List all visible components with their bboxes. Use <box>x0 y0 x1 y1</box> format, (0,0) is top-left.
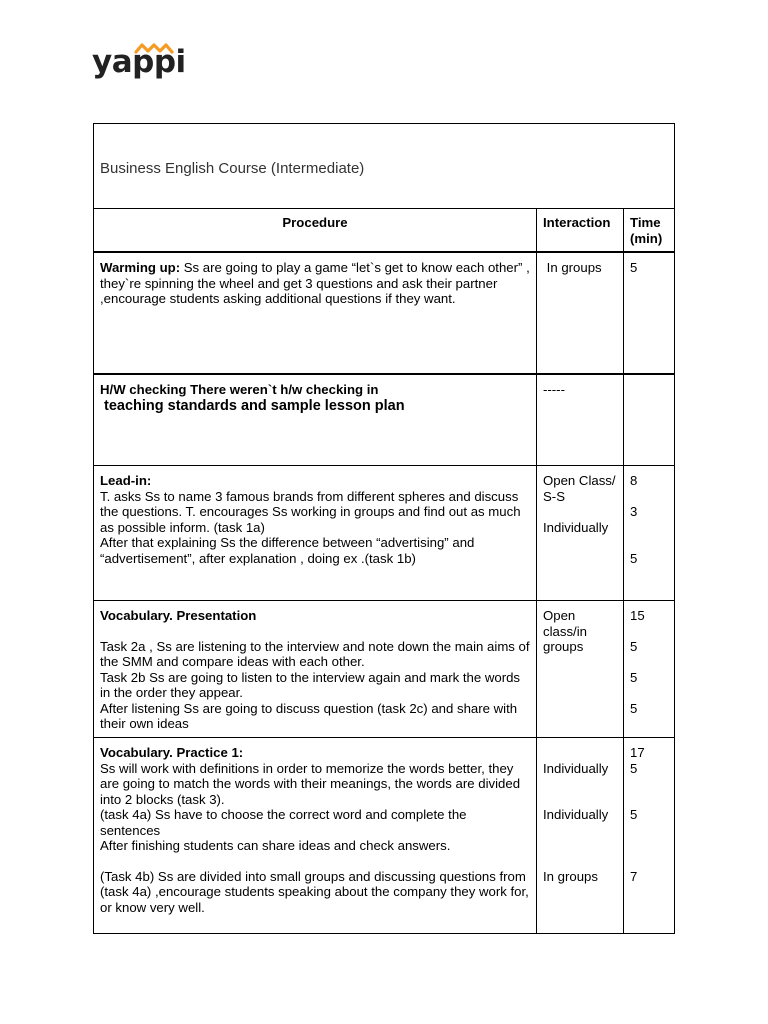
time-cell <box>624 601 675 738</box>
header-procedure: Procedure <box>94 209 537 253</box>
row-subtitle: teaching standards and sample lesson plan <box>104 397 405 414</box>
header-row <box>94 209 675 253</box>
row-line: (task 4a) Ss have to choose the correct word and complete the sentences <box>100 807 467 838</box>
time-value: 7 <box>630 869 638 884</box>
row-line: After that explaining Ss the difference between “advertising” and “advertisement”, after explanation , doing ex .(task 1b) <box>100 535 475 566</box>
time-cell <box>624 374 675 466</box>
time-value: 3 <box>630 504 638 519</box>
interaction-value: S-S <box>543 488 565 504</box>
time-value: 5 <box>630 701 638 716</box>
time-value: 5 <box>630 550 638 566</box>
time-value: 5 <box>630 670 638 685</box>
time-cell <box>624 466 675 601</box>
interaction-value: Individually <box>543 519 609 535</box>
procedure-cell <box>94 252 537 374</box>
time-value: 5 <box>630 760 638 776</box>
row-line: T. asks Ss to name 3 famous brands from different spheres and discuss the questions. T. encourages Ss working in groups and find out as much as possible inform. (task 1a) <box>100 488 521 535</box>
header-interaction: Interaction <box>537 209 624 253</box>
header-time: Time (min) <box>624 209 675 253</box>
row-heading: H/W checking There weren`t h/w checking in <box>100 382 379 397</box>
row-heading: Lead-in: <box>100 473 152 488</box>
interaction-value: In groups <box>543 869 598 884</box>
time-value: 8 <box>630 473 638 488</box>
interaction-value: Open Class/ <box>543 473 616 488</box>
time-value: 5 <box>630 807 638 822</box>
interaction-value: Individually <box>543 760 609 776</box>
interaction-cell <box>537 466 624 601</box>
time-value: 15 <box>630 608 645 623</box>
table-row <box>94 738 675 934</box>
row-heading: Vocabulary. Presentation <box>100 608 257 623</box>
row-line: (Task 4b) Ss are divided into small groups and discussing questions from (task 4a) ,encourage students speaking about the company they work for, or know very well. <box>100 868 529 915</box>
procedure-cell <box>94 466 537 601</box>
lesson-plan-table <box>93 123 675 934</box>
yappi-logo <box>92 42 184 82</box>
time-value: 5 <box>630 639 638 654</box>
interaction-cell <box>537 738 624 934</box>
interaction-cell: ----- <box>537 374 624 466</box>
row-heading: Vocabulary. Practice 1: <box>100 745 244 760</box>
procedure-cell <box>94 374 537 466</box>
interaction-cell: Open class/in groups <box>537 601 624 738</box>
row-heading: Warming up: <box>100 260 181 275</box>
table-row <box>94 252 675 374</box>
row-line: Ss will work with definitions in order to memorize the words better, they are going to match the words with their meanings, the words are divided into 2 blocks (task 3). <box>100 760 521 807</box>
time-cell <box>624 738 675 934</box>
document-title: Business English Course (Intermediate) <box>94 124 675 209</box>
logo-wordmark: yappi <box>92 44 186 80</box>
time-value: 17 <box>630 745 645 760</box>
table-row <box>94 601 675 738</box>
interaction-cell: In groups <box>537 252 624 374</box>
row-line: Task 2b Ss are going to listen to the interview again and mark the words in the order they appear. <box>100 669 521 700</box>
row-line: After listening Ss are going to discuss question (task 2c) and share with their own ideas <box>100 700 518 731</box>
procedure-cell <box>94 738 537 934</box>
row-line: After finishing students can share ideas and check answers. <box>100 838 451 853</box>
row-text: Ss are going to play a game “let`s get to know each other” , they`re spinning the wheel and get 3 questions and ask their partner ,encourage students asking additional questions if they want. <box>100 260 530 306</box>
table-row <box>94 374 675 466</box>
table-row <box>94 466 675 601</box>
title-row <box>94 124 675 209</box>
time-cell: 5 <box>624 252 675 374</box>
procedure-cell <box>94 601 537 738</box>
row-line: Task 2a , Ss are listening to the interview and note down the main aims of the SMM and compare ideas with each other. <box>100 638 530 669</box>
interaction-value: Individually <box>543 807 609 822</box>
